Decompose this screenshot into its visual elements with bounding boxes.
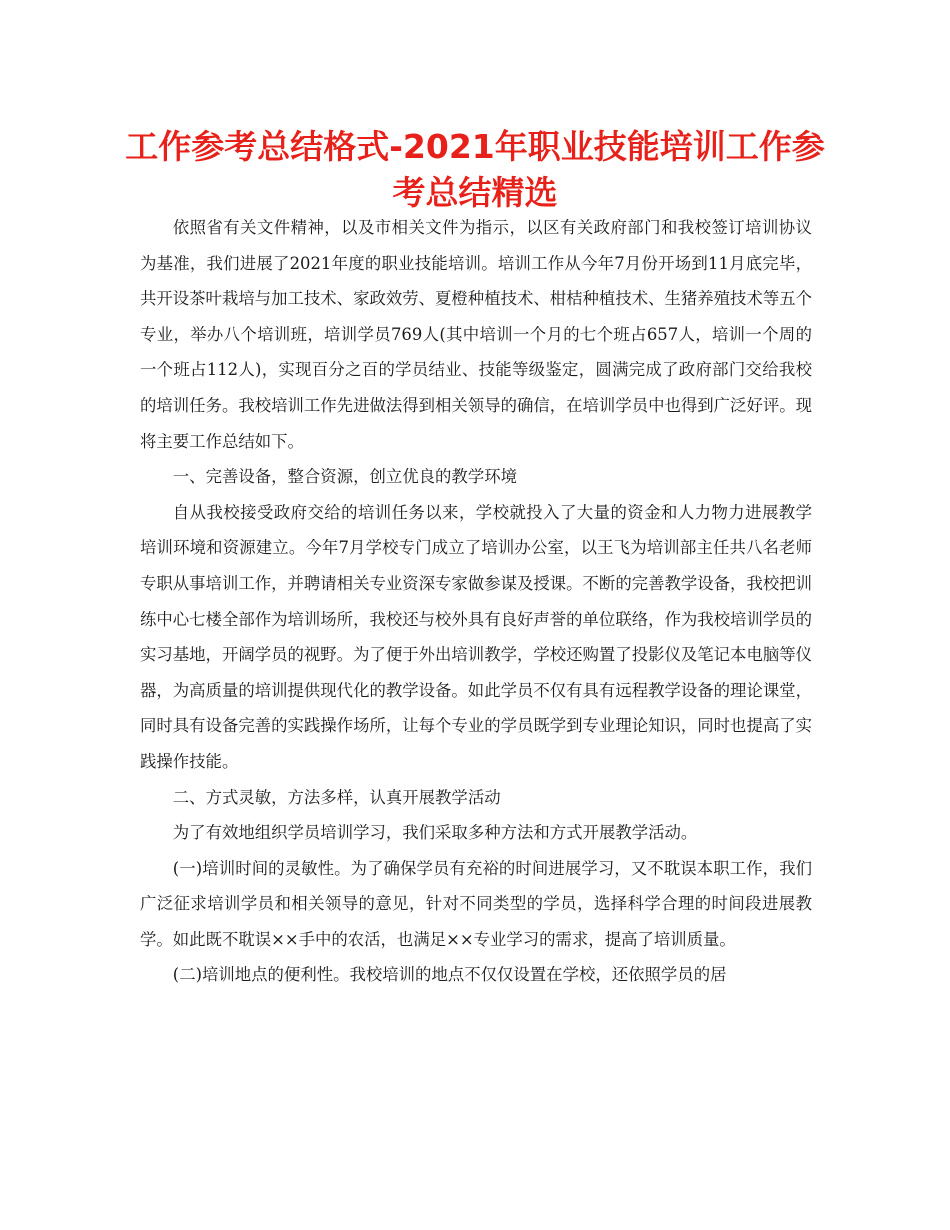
paragraph-section-2-intro: 为了有效地组织学员培训学习，我们采取多种方法和方式开展教学活动。 (172, 823, 698, 843)
paragraph-intro: 依照省有关文件精神，以及市相关文件为指示，以区有关政府部门和我校签订培训协议为基准，我们进展了2021年度的职业技能培训。培训工作从今年7月份开场到11月底完毕，共开设茶叶栽培与加工技术、家政效劳、夏橙种植技术、柑桔种植技术、生猪养殖技术等五个专业，举办八个培训班，培训学员769人(其中培训一个月的七个班占657人，培训一个周的一个班占112人)，实现百分之百的学员结业、技能等级鉴定，圆满完成了政府部门交给我校的培训任务。我校培训工作先进做法得到相关领导的确信，在培训学员中也得到广泛好评。现将主要工作总结如下。 (140, 218, 813, 451)
document-body (140, 210, 812, 993)
paragraph-section-1: 自从我校接受政府交给的培训任务以来，学校就投入了大量的资金和人力物力进展教学培训环境和资源建立。今年7月学校专门成立了培训办公室，以王飞为培训部主任共八名老师专职从事培训工作，并聘请相关专业资深专家做参谋及授课。不断的完善教学设备，我校把训练中心七楼全部作为培训场所，我校还与校外具有良好声誉的单位联络，作为我校培训学员的实习基地，开阔学员的视野。为了便于外出培训教学，学校还购置了投影仪及笔记本电脑等仪器，为高质量的培训提供现代化的教学设备。如此学员不仅有具有远程教学设备的理论课堂，同时具有设备完善的实践操作场所，让每个专业的学员既学到专业理论知识，同时也提高了实践操作技能。 (140, 502, 813, 771)
document-title: 工作参考总结格式-2021年职业技能培训工作参考总结精选 (125, 127, 825, 212)
paragraph-subsection-1: (一)培训时间的灵敏性。为了确保学员有充裕的时间进展学习，又不耽误本职工作，我们广泛征求培训学员和相关领导的意见，针对不同类型的学员，选择科学合理的时间段进展教学。如此既不耽误××手中的农活，也满足××专业学习的需求，提高了培训质量。 (140, 858, 812, 949)
section-heading-1: 一、完善设备，整合资源，创立优良的教学环境 (172, 467, 517, 487)
section-heading-2: 二、方式灵敏，方法多样，认真开展教学活动 (172, 787, 501, 807)
paragraph-subsection-2: (二)培训地点的便利性。我校培训的地点不仅仅设置在学校，还依照学员的居 (172, 965, 727, 985)
